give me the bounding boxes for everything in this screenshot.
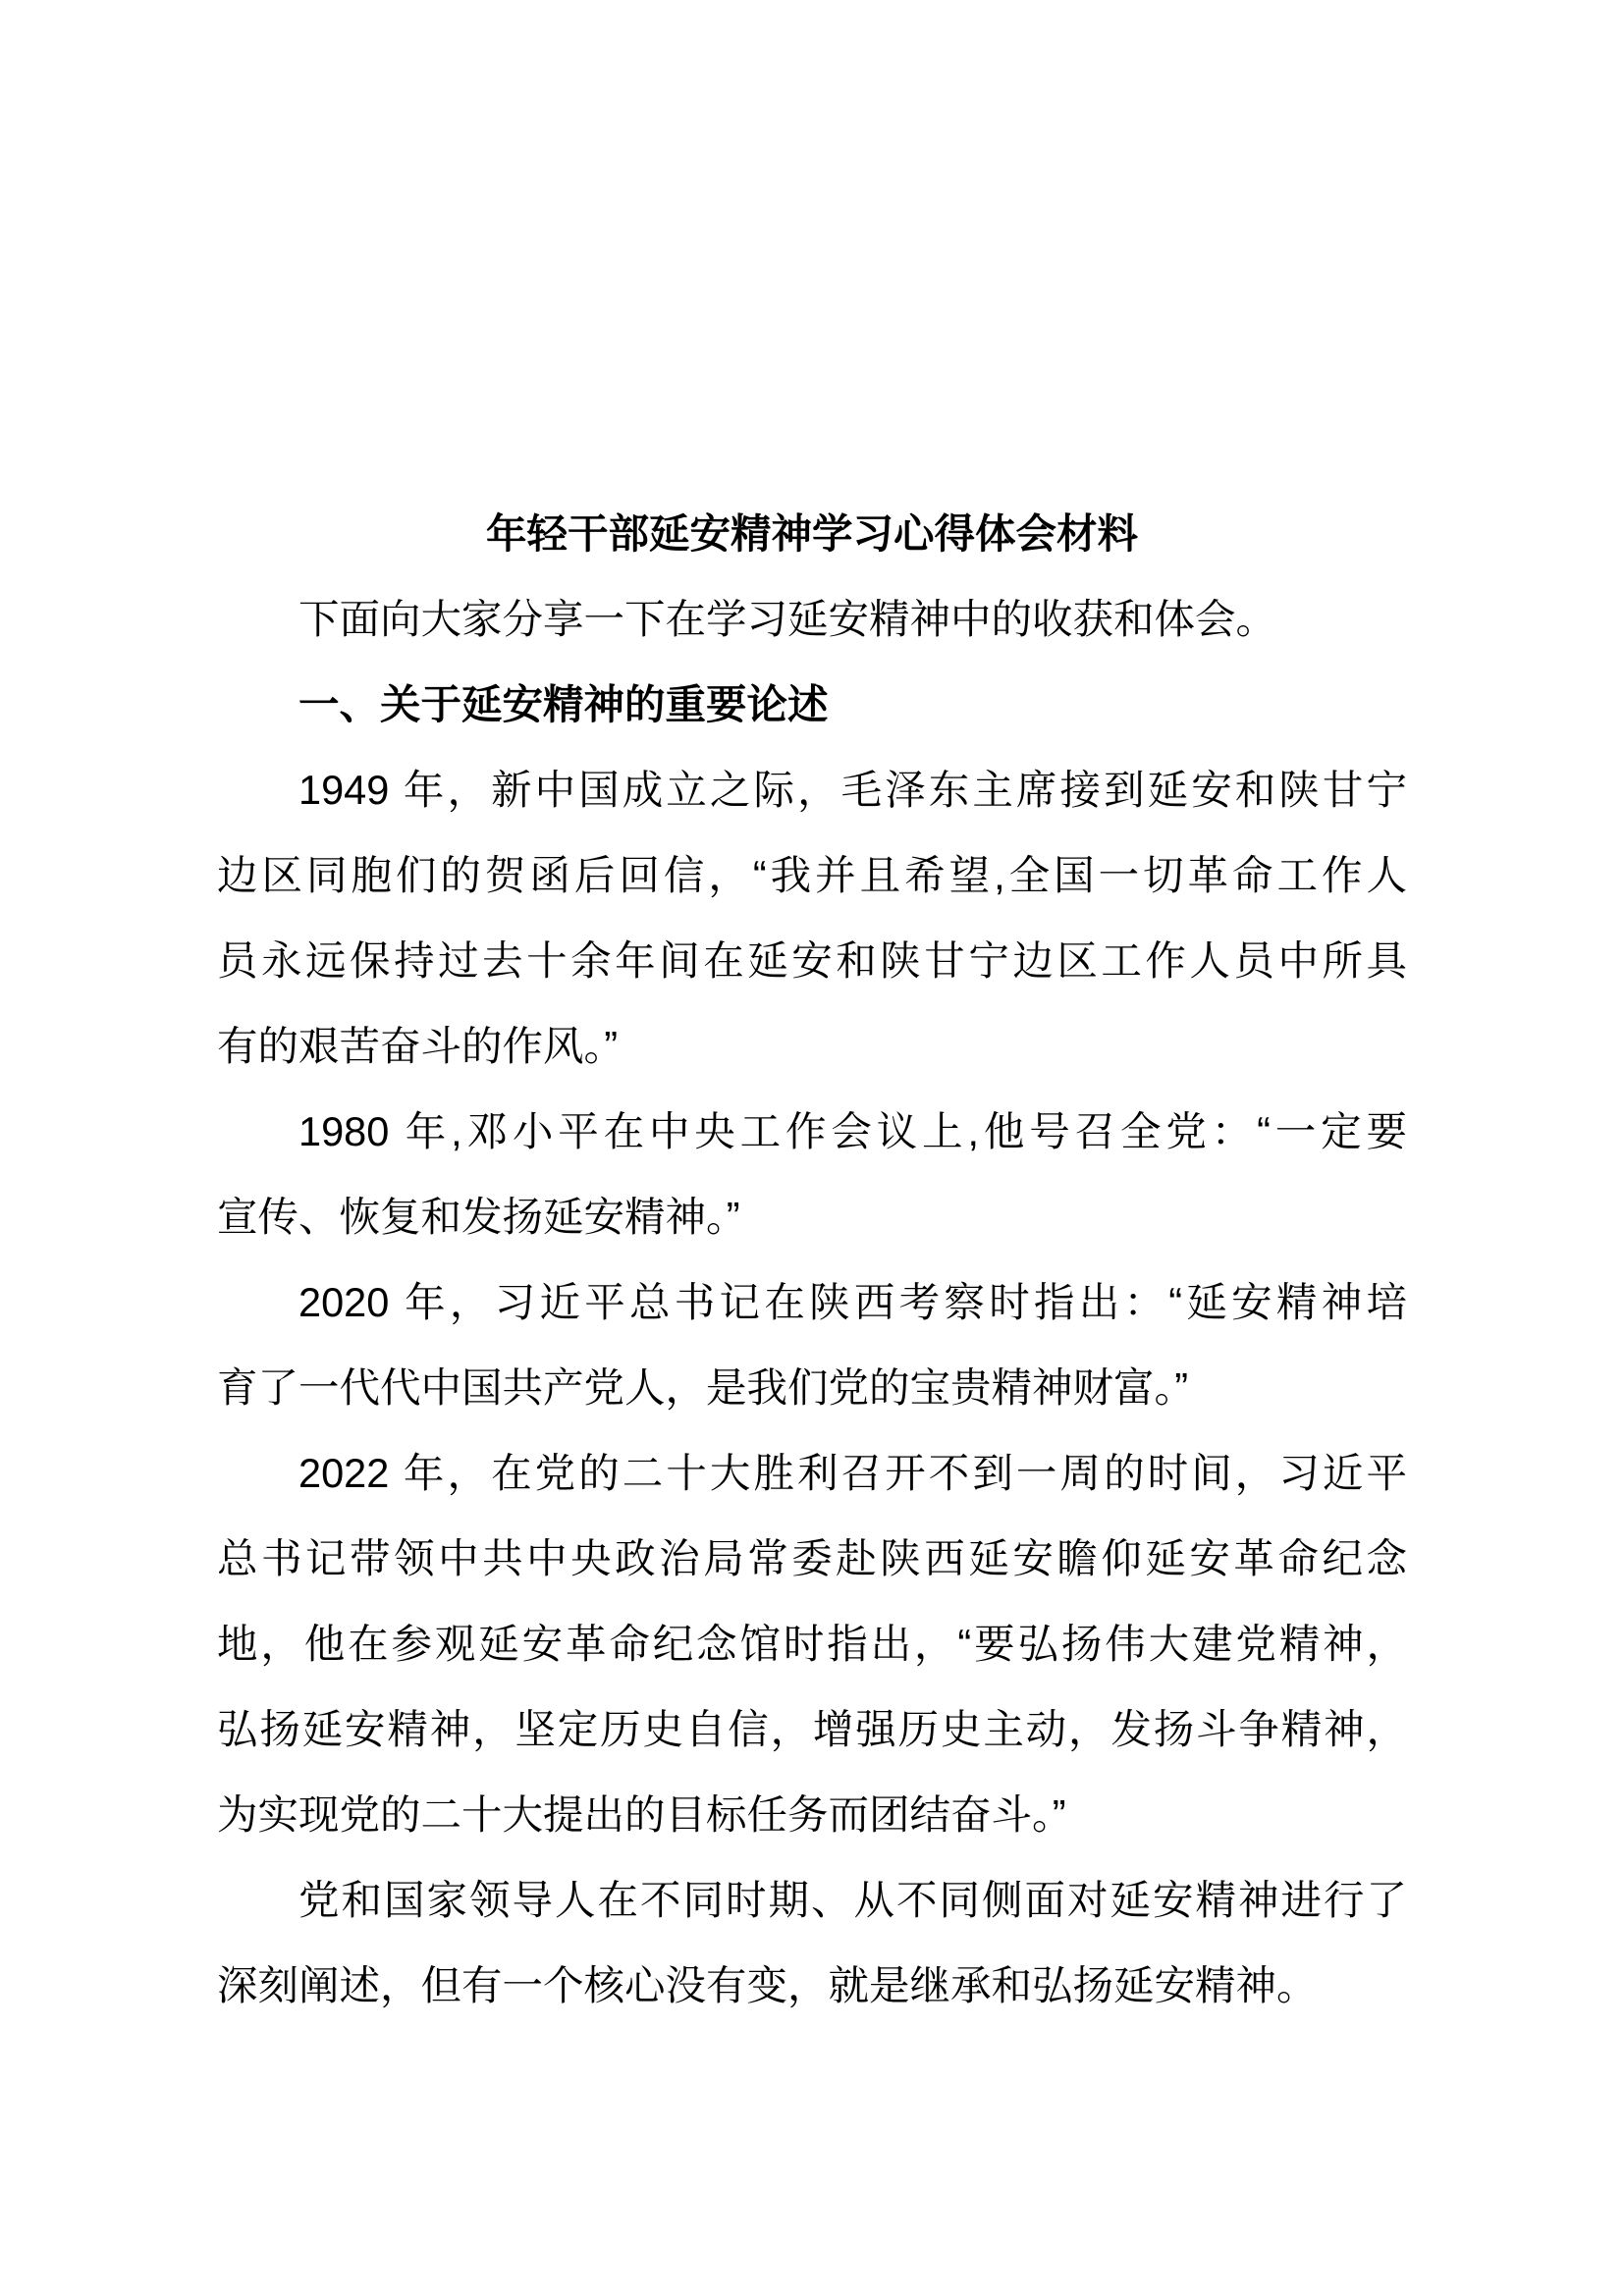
body-text-line: 为实现党的二十大提出的目标任务而团结奋斗。” [217, 1791, 1066, 1838]
body-text-line: 深刻阐述，但有一个核心没有变，就是继承和弘扬延安精神。 [217, 1962, 1318, 2008]
body-text-line: 2022 年，在党的二十大胜利召开不到一周的时间，习近平 [298, 1450, 1407, 1496]
body-text-line: 地，他在参观延安革命纪念馆时指出，“要弘扬伟大建党精神， [217, 1621, 1407, 1667]
body-text-line: 边区同胞们的贺函后回信，“我并且希望,全国一切革命工作人 [217, 852, 1407, 898]
body-text-line: 员永远保持过去十余年间在延安和陕甘宁边区工作人员中所具 [217, 937, 1407, 984]
body-text-line: 下面向大家分享一下在学习延安精神中的收获和体会。 [298, 596, 1277, 642]
body-text-line: 有的艰苦奋斗的作风。” [217, 1023, 619, 1069]
document-title: 年轻干部延安精神学习心得体会材料 [485, 510, 1138, 557]
section-heading-line: 一、关于延安精神的重要论述 [298, 681, 829, 727]
body-text-line: 2020 年，习近平总书记在陕西考察时指出：“延安精神培 [298, 1279, 1407, 1325]
body-text-line: 1980 年,邓小平在中央工作会议上,他号召全党：“一定要 [298, 1108, 1407, 1154]
body-text-line: 1949 年，新中国成立之际，毛泽东主席接到延安和陕甘宁 [298, 767, 1407, 813]
document-content [217, 491, 1407, 2028]
body-text-line: 党和国家领导人在不同时期、从不同侧面对延安精神进行了 [298, 1877, 1407, 1923]
body-text-line: 宣传、恢复和发扬延安精神。” [217, 1194, 740, 1240]
body-text-line: 总书记带领中共中央政治局常委赴陕西延安瞻仰延安革命纪念 [217, 1535, 1407, 1581]
body-text-line: 弘扬延安精神，坚定历史自信，增强历史主动，发扬斗争精神， [217, 1706, 1407, 1752]
body-text-line: 育了一代代中国共产党人，是我们党的宝贵精神财富。” [217, 1364, 1189, 1411]
